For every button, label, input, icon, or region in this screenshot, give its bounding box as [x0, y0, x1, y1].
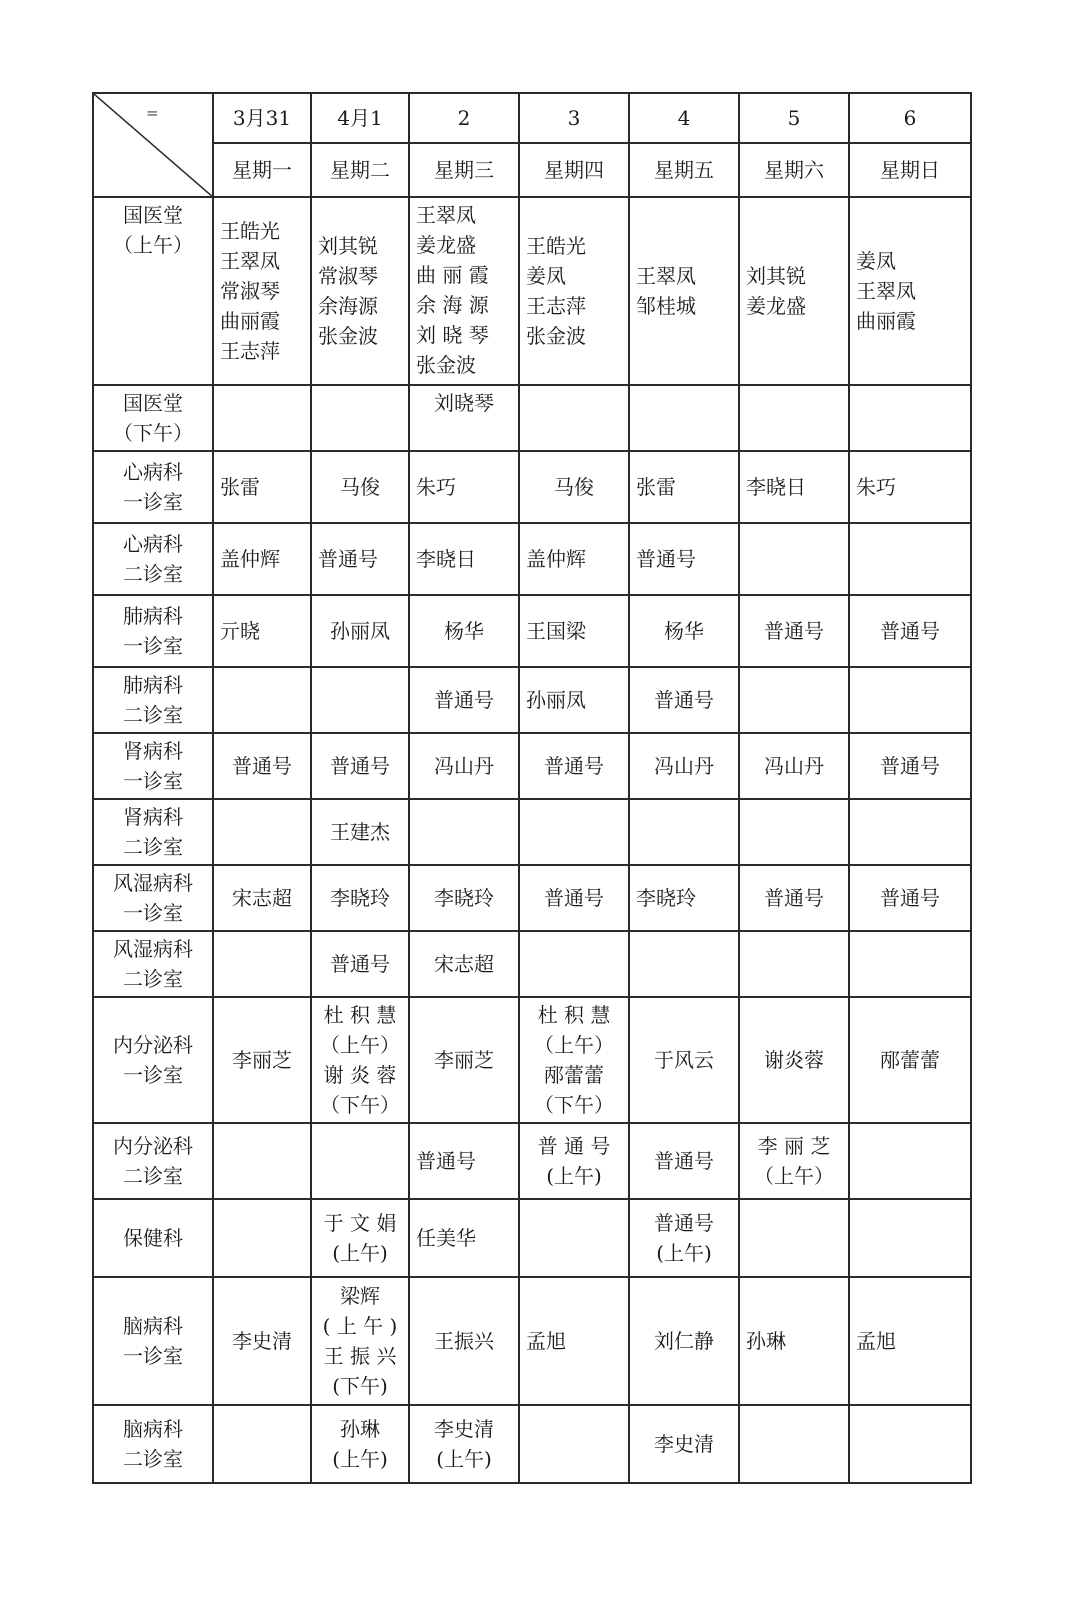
doctor-cell: [519, 931, 629, 997]
doctor-name: 谢炎蓉: [764, 1048, 824, 1072]
doctor-cell: [739, 197, 849, 385]
doctor-name: 亓晓: [220, 619, 260, 643]
doctor-cell: [629, 997, 739, 1123]
department-cell: [93, 1277, 213, 1405]
doctor-cell: [519, 1199, 629, 1277]
doctor-name: 邴蕾蕾: [544, 1063, 604, 1087]
doctor-name: 于风云: [654, 1048, 714, 1072]
doctor-cell: [311, 523, 409, 595]
doctor-cell: [409, 1405, 519, 1483]
doctor-cell: [311, 1123, 409, 1199]
doctor-cell: [213, 451, 311, 523]
department-label-line: 心病科: [123, 532, 183, 556]
date-cell: 3月31: [213, 93, 311, 143]
doctor-name: 杨华: [444, 619, 484, 643]
doctor-name: 李晓玲: [330, 886, 390, 910]
schedule-row: [93, 523, 971, 595]
doctor-cell: [311, 733, 409, 799]
doctor-name: 孟旭: [856, 1329, 896, 1353]
department-label-line: 内分泌科: [113, 1134, 193, 1158]
doctor-cell: [409, 385, 519, 451]
doctor-name: 余 海 源: [416, 293, 489, 317]
doctor-name: 王翠凤: [856, 279, 916, 303]
doctor-cell: [849, 1405, 971, 1483]
date-cell: 3: [519, 93, 629, 143]
doctor-name: 普通号: [544, 886, 604, 910]
doctor-cell: [409, 1199, 519, 1277]
doctor-name: （上午）: [320, 1033, 400, 1057]
department-cell: [93, 595, 213, 667]
doctor-cell: [739, 1199, 849, 1277]
doctor-name: 刘其锐: [746, 264, 806, 288]
doctor-cell: [739, 997, 849, 1123]
department-label-line: 一诊室: [123, 634, 183, 658]
doctor-name: (上午): [332, 1241, 388, 1265]
doctor-name: 王翠凤: [636, 264, 696, 288]
department-label-line: 一诊室: [123, 1063, 183, 1087]
department-cell: [93, 523, 213, 595]
schedule-sheet: [92, 92, 972, 1484]
doctor-name: 邹桂城: [636, 294, 696, 318]
department-cell: [93, 451, 213, 523]
doctor-cell: [311, 865, 409, 931]
doctor-cell: [311, 451, 409, 523]
department-label-line: 国医堂: [123, 203, 183, 227]
doctor-cell: [311, 385, 409, 451]
department-label-line: 一诊室: [123, 490, 183, 514]
doctor-name: 孙丽凤: [526, 688, 586, 712]
doctor-name: 曲 丽 霞: [416, 263, 489, 287]
schedule-row: [93, 799, 971, 865]
doctor-cell: [409, 799, 519, 865]
doctor-name: 姜凤: [856, 249, 896, 273]
department-cell: [93, 1199, 213, 1277]
doctor-cell: [213, 1277, 311, 1405]
duty-schedule-table: [92, 92, 972, 1484]
doctor-name: (上午): [656, 1241, 712, 1265]
schedule-row: [93, 1123, 971, 1199]
schedule-row: [93, 385, 971, 451]
doctor-name: （上午）: [754, 1164, 834, 1188]
doctor-cell: [213, 733, 311, 799]
doctor-cell: [849, 667, 971, 733]
doctor-cell: [311, 1405, 409, 1483]
doctor-name: (上午): [332, 1447, 388, 1471]
doctor-name: 普通号: [330, 754, 390, 778]
doctor-name: 王志萍: [220, 339, 280, 363]
doctor-name: 常淑琴: [318, 264, 378, 288]
weekday-cell: 星期四: [519, 143, 629, 197]
schedule-row: [93, 1199, 971, 1277]
department-label-line: 二诊室: [123, 1164, 183, 1188]
doctor-name: 曲丽霞: [856, 309, 916, 333]
doctor-cell: [213, 385, 311, 451]
doctor-name: 张金波: [526, 324, 586, 348]
doctor-name: (上午): [546, 1164, 602, 1188]
doctor-name: 常淑琴: [220, 279, 280, 303]
doctor-name: 孙丽凤: [330, 619, 390, 643]
schedule-row: [93, 997, 971, 1123]
department-label-line: 内分泌科: [113, 1033, 193, 1057]
doctor-cell: [849, 385, 971, 451]
weekday-cell: 星期一: [213, 143, 311, 197]
doctor-name: 王国梁: [526, 619, 586, 643]
department-cell: [93, 997, 213, 1123]
doctor-cell: [739, 799, 849, 865]
doctor-cell: [213, 1405, 311, 1483]
doctor-name: 刘其锐: [318, 234, 378, 258]
doctor-name: 曲丽霞: [220, 309, 280, 333]
doctor-name: 李丽芝: [232, 1048, 292, 1072]
doctor-cell: [213, 799, 311, 865]
date-header-row: [93, 93, 971, 143]
doctor-name: 普通号: [636, 547, 696, 571]
doctor-cell: [849, 733, 971, 799]
department-label-line: 风湿病科: [113, 871, 193, 895]
doctor-cell: [409, 997, 519, 1123]
doctor-cell: [849, 197, 971, 385]
doctor-cell: [519, 865, 629, 931]
department-cell: [93, 865, 213, 931]
doctor-cell: [311, 1277, 409, 1405]
doctor-name: 余海源: [318, 294, 378, 318]
doctor-name: 孙琳: [746, 1329, 786, 1353]
doctor-name: 普通号: [654, 688, 714, 712]
doctor-name: 冯山丹: [434, 754, 494, 778]
date-cell: 2: [409, 93, 519, 143]
doctor-name: 普通号: [880, 754, 940, 778]
doctor-cell: [629, 931, 739, 997]
doctor-cell: [311, 997, 409, 1123]
doctor-name: 李 丽 芝: [757, 1134, 831, 1158]
department-cell: [93, 799, 213, 865]
date-cell: 4月1: [311, 93, 409, 143]
doctor-cell: [409, 733, 519, 799]
doctor-name: 李史清: [232, 1329, 292, 1353]
doctor-cell: [739, 1277, 849, 1405]
doctor-cell: [519, 595, 629, 667]
doctor-name: 杜 积 慧: [323, 1003, 397, 1027]
doctor-name: 刘 晓 琴: [416, 323, 489, 347]
doctor-cell: [213, 865, 311, 931]
doctor-cell: [849, 1199, 971, 1277]
schedule-row: [93, 595, 971, 667]
doctor-cell: [739, 523, 849, 595]
schedule-row: [93, 931, 971, 997]
doctor-cell: [409, 197, 519, 385]
doctor-name: 朱巧: [416, 475, 456, 499]
doctor-name: 王 振 兴: [323, 1344, 397, 1368]
department-cell: [93, 931, 213, 997]
doctor-cell: [519, 1277, 629, 1405]
doctor-cell: [409, 931, 519, 997]
doctor-cell: [409, 523, 519, 595]
doctor-name: 冯山丹: [764, 754, 824, 778]
department-label-line: 肺病科: [123, 604, 183, 628]
doctor-cell: [849, 865, 971, 931]
doctor-cell: [849, 451, 971, 523]
doctor-name: 姜龙盛: [746, 294, 806, 318]
doctor-cell: [213, 523, 311, 595]
doctor-name: 普通号: [654, 1149, 714, 1173]
doctor-name: 冯山丹: [654, 754, 714, 778]
doctor-name: 姜凤: [526, 264, 566, 288]
schedule-row: [93, 197, 971, 385]
doctor-cell: [213, 667, 311, 733]
doctor-name: 张金波: [318, 324, 378, 348]
doctor-cell: [409, 667, 519, 733]
doctor-name: 于 文 娟: [323, 1211, 397, 1235]
doctor-name: 普通号: [232, 754, 292, 778]
doctor-name: (上午): [436, 1447, 492, 1471]
doctor-cell: [409, 451, 519, 523]
schedule-row: [93, 451, 971, 523]
doctor-name: 李丽芝: [434, 1048, 494, 1072]
department-label-line: 一诊室: [123, 901, 183, 925]
doctor-cell: [629, 1405, 739, 1483]
doctor-name: （下午）: [534, 1093, 614, 1117]
department-label-line: 肾病科: [123, 805, 183, 829]
doctor-cell: [519, 451, 629, 523]
department-cell: [93, 1405, 213, 1483]
weekday-cell: 星期二: [311, 143, 409, 197]
doctor-name: 普通号: [318, 547, 378, 571]
doctor-cell: [409, 1123, 519, 1199]
doctor-name: 姜龙盛: [416, 233, 476, 257]
department-label-line: 心病科: [123, 460, 183, 484]
department-label-line: 二诊室: [123, 835, 183, 859]
department-label-line: 一诊室: [123, 1344, 183, 1368]
department-label-line: 二诊室: [123, 967, 183, 991]
doctor-name: 刘仁静: [654, 1329, 714, 1353]
doctor-cell: [213, 595, 311, 667]
doctor-cell: [849, 1277, 971, 1405]
doctor-name: 孙琳: [340, 1417, 380, 1441]
weekday-cell: 星期日: [849, 143, 971, 197]
department-label-line: 肾病科: [123, 739, 183, 763]
doctor-name: 张雷: [220, 475, 260, 499]
doctor-name: 马俊: [340, 475, 380, 499]
doctor-name: 盖仲辉: [526, 547, 586, 571]
doctor-cell: [629, 197, 739, 385]
doctor-name: 普通号: [416, 1149, 476, 1173]
doctor-name: 盖仲辉: [220, 547, 280, 571]
doctor-cell: [311, 799, 409, 865]
doctor-name: 王振兴: [434, 1329, 494, 1353]
doctor-cell: [519, 197, 629, 385]
weekday-cell: 星期三: [409, 143, 519, 197]
doctor-name: 普通号: [880, 886, 940, 910]
doctor-cell: [519, 997, 629, 1123]
doctor-name: 邴蕾蕾: [880, 1048, 940, 1072]
doctor-cell: [629, 523, 739, 595]
department-label-line: 二诊室: [123, 562, 183, 586]
doctor-cell: [311, 1199, 409, 1277]
weekday-header-row: [93, 143, 971, 197]
doctor-cell: [849, 1123, 971, 1199]
doctor-cell: [629, 667, 739, 733]
department-label-line: 一诊室: [123, 769, 183, 793]
doctor-name: 朱巧: [856, 475, 896, 499]
doctor-cell: [311, 667, 409, 733]
department-label-line: （下午）: [113, 421, 193, 445]
schedule-row: [93, 733, 971, 799]
doctor-name: 李史清: [434, 1417, 494, 1441]
department-cell: [93, 733, 213, 799]
doctor-cell: [629, 865, 739, 931]
doctor-cell: [629, 595, 739, 667]
corner-header-cell: [93, 93, 213, 197]
doctor-name: 普通号: [880, 619, 940, 643]
doctor-name: （上午）: [534, 1033, 614, 1057]
department-cell: [93, 385, 213, 451]
doctor-name: 普通号: [330, 952, 390, 976]
doctor-name: 李晓玲: [636, 886, 696, 910]
doctor-cell: [629, 799, 739, 865]
doctor-name: 杜 积 慧: [537, 1003, 611, 1027]
department-cell: [93, 197, 213, 385]
department-label-line: 二诊室: [123, 703, 183, 727]
doctor-cell: [629, 451, 739, 523]
doctor-name: 普通号: [544, 754, 604, 778]
doctor-name: 宋志超: [232, 886, 292, 910]
doctor-name: 王翠凤: [220, 249, 280, 273]
doctor-cell: [849, 997, 971, 1123]
doctor-cell: [739, 1405, 849, 1483]
doctor-cell: [849, 799, 971, 865]
department-cell: [93, 1123, 213, 1199]
doctor-cell: [629, 1199, 739, 1277]
doctor-name: （下午）: [320, 1093, 400, 1117]
doctor-cell: [213, 197, 311, 385]
doctor-name: 张金波: [416, 353, 476, 377]
doctor-name: 李史清: [654, 1432, 714, 1456]
doctor-cell: [409, 595, 519, 667]
doctor-cell: [849, 595, 971, 667]
doctor-name: 刘晓琴: [434, 391, 494, 415]
doctor-cell: [739, 865, 849, 931]
doctor-cell: [519, 799, 629, 865]
doctor-name: 李晓日: [746, 475, 806, 499]
doctor-name: 梁辉: [340, 1284, 380, 1308]
doctor-cell: [213, 1199, 311, 1277]
doctor-cell: [519, 1405, 629, 1483]
doctor-cell: [739, 931, 849, 997]
doctor-name: 李晓玲: [434, 886, 494, 910]
doctor-name: 马俊: [554, 475, 594, 499]
doctor-name: 普 通 号: [537, 1134, 611, 1158]
doctor-name: 普通号: [764, 619, 824, 643]
doctor-cell: [629, 733, 739, 799]
doctor-cell: [629, 1277, 739, 1405]
doctor-name: 王皓光: [220, 219, 280, 243]
doctor-name: 宋志超: [434, 952, 494, 976]
department-label-line: 肺病科: [123, 673, 183, 697]
doctor-cell: [519, 523, 629, 595]
doctor-cell: [849, 931, 971, 997]
date-cell: 6: [849, 93, 971, 143]
doctor-name: 任美华: [416, 1226, 476, 1250]
weekday-cell: 星期五: [629, 143, 739, 197]
department-label-line: 风湿病科: [113, 937, 193, 961]
doctor-cell: [629, 385, 739, 451]
doctor-cell: [213, 1123, 311, 1199]
doctor-name: 普通号: [764, 886, 824, 910]
doctor-cell: [849, 523, 971, 595]
department-label-line: 保健科: [123, 1226, 183, 1250]
doctor-name: 张雷: [636, 475, 676, 499]
doctor-name: ( 上 午 ): [322, 1314, 398, 1338]
doctor-cell: [213, 997, 311, 1123]
doctor-cell: [739, 595, 849, 667]
doctor-cell: [739, 451, 849, 523]
doctor-name: 普通号: [434, 688, 494, 712]
doctor-cell: [409, 1277, 519, 1405]
doctor-cell: [519, 667, 629, 733]
doctor-name: 普通号: [654, 1211, 714, 1235]
doctor-cell: [519, 1123, 629, 1199]
doctor-name: 王皓光: [526, 234, 586, 258]
department-label-line: 脑病科: [123, 1417, 183, 1441]
doctor-name: 王志萍: [526, 294, 586, 318]
doctor-name: 杨华: [664, 619, 704, 643]
date-cell: 5: [739, 93, 849, 143]
doctor-cell: [739, 733, 849, 799]
doctor-name: (下午): [332, 1374, 388, 1398]
weekday-cell: 星期六: [739, 143, 849, 197]
doctor-name: 谢 炎 蓉: [323, 1063, 397, 1087]
doctor-cell: [311, 931, 409, 997]
schedule-row: [93, 865, 971, 931]
department-cell: [93, 667, 213, 733]
doctor-name: 李晓日: [416, 547, 476, 571]
doctor-cell: [519, 385, 629, 451]
doctor-name: 王建杰: [330, 820, 390, 844]
department-label-line: 脑病科: [123, 1314, 183, 1338]
schedule-row: [93, 1277, 971, 1405]
department-label-line: （上午）: [113, 233, 193, 257]
doctor-cell: [311, 595, 409, 667]
corner-mark: =: [146, 104, 159, 122]
doctor-cell: [739, 385, 849, 451]
doctor-cell: [213, 931, 311, 997]
doctor-name: 王翠凤: [416, 203, 476, 227]
doctor-cell: [519, 733, 629, 799]
schedule-row: [93, 1405, 971, 1483]
department-label-line: 二诊室: [123, 1447, 183, 1471]
doctor-cell: [739, 1123, 849, 1199]
schedule-row: [93, 667, 971, 733]
doctor-cell: [629, 1123, 739, 1199]
date-cell: 4: [629, 93, 739, 143]
doctor-cell: [739, 667, 849, 733]
department-label-line: 国医堂: [123, 391, 183, 415]
doctor-cell: [409, 865, 519, 931]
doctor-cell: [311, 197, 409, 385]
doctor-name: 孟旭: [526, 1329, 566, 1353]
